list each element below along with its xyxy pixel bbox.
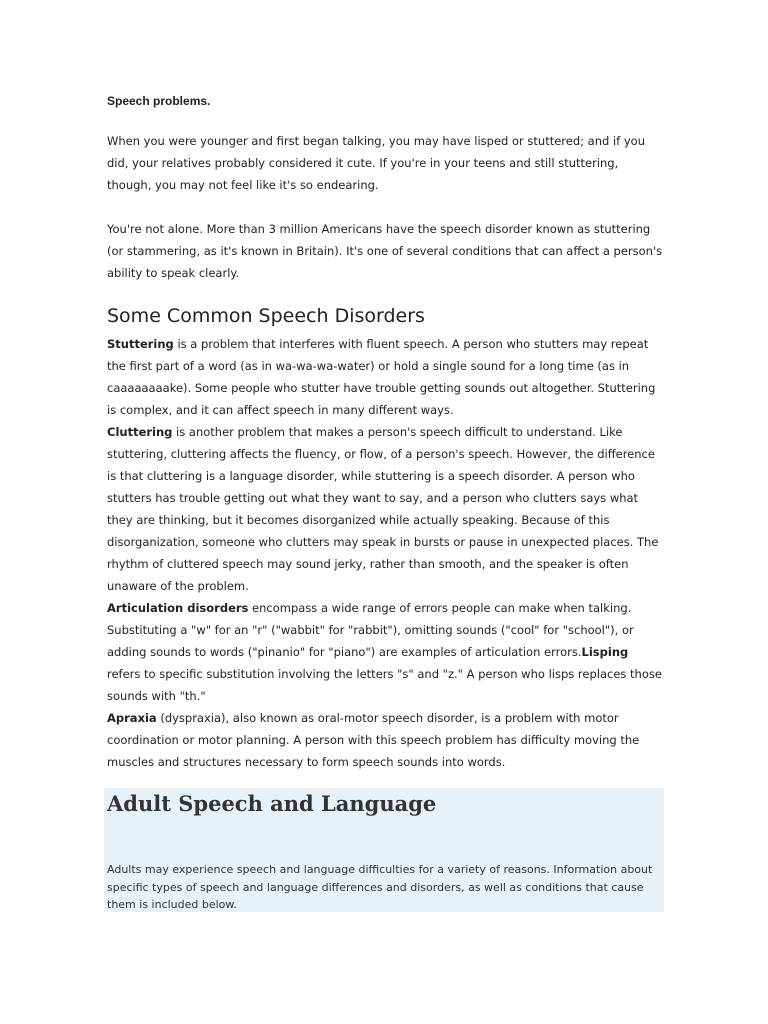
stuttering-term: Stuttering (107, 337, 174, 351)
section-heading-disorders: Some Common Speech Disorders (107, 305, 425, 327)
intro-paragraph-1: When you were younger and first began talking, you may have lisped or stuttered; and if you did, your relatives probably considered it cute. If you're in your teens and still stuttering, though, you may not feel like it's so endearing. (107, 134, 646, 192)
lisping-term: Lisping (581, 645, 629, 659)
articulation-term: Articulation disorders (107, 601, 249, 615)
adult-speech-box (104, 788, 664, 912)
stuttering-text: is a problem that interferes with fluent speech. A person who stutters may repeat the first part of a word (as in wa-wa-wa-water) or hold a single sound for a long time (as in caaaaaaaake). Some people who stutter have trouble getting sounds out altogether. Stuttering is complex, and it can affect speech in many different ways. (107, 337, 656, 417)
lisping-text: refers to specific substitution involving the letters "s" and "z." A person who lisps replaces those sounds with "th." (107, 667, 662, 703)
articulation-text: encompass a wide range of errors people can make when talking. Substituting a "w" for an "r" ("wabbit" for "rabbit"), omitting sounds ("cool" for "school"), or adding sounds to words ("pinanio" for "piano") are examples of articulation errors. (107, 601, 634, 659)
articulation-paragraph (107, 597, 665, 707)
apraxia-paragraph (107, 707, 665, 773)
intro-paragraph-2: You're not alone. More than 3 million Americans have the speech disorder known as stuttering (or stammering, as it's known in Britain). It's one of several conditions that can affect a person's ability to speak clearly. (107, 222, 663, 280)
stuttering-paragraph (107, 333, 665, 421)
cluttering-paragraph (107, 421, 665, 597)
apraxia-term: Apraxia (107, 711, 157, 725)
adult-heading: Adult Speech and Language (107, 791, 437, 816)
main-content (107, 92, 665, 773)
apraxia-text: (dyspraxia), also known as oral-motor speech disorder, is a problem with motor coordination or motor planning. A person with this speech problem has difficulty moving the muscles and structures necessary to form speech sounds into words. (107, 711, 640, 769)
adult-paragraph: Adults may experience speech and language difficulties for a variety of reasons. Information about specific types of speech and language differences and disorders, as well as conditions that cause them is included below. (107, 863, 653, 911)
cluttering-text: is another problem that makes a person's speech difficult to understand. Like stuttering, cluttering affects the fluency, or flow, of a person's speech. However, the difference is that cluttering is a language disorder, while stuttering is a speech disorder. A person who stutters has trouble getting out what they want to say, and a person who clutters says what they are thinking, but it becomes disorganized while actually speaking. Because of this disorganization, someone who clutters may speak in bursts or pause in unexpected places. The rhythm of cluttered speech may sound jerky, rather than smooth, and the speaker is often unaware of the problem. (107, 425, 659, 593)
intro-section (107, 92, 665, 284)
cluttering-term: Cluttering (107, 425, 173, 439)
intro-heading: Speech problems. (107, 94, 211, 108)
disorders-list (107, 333, 665, 773)
